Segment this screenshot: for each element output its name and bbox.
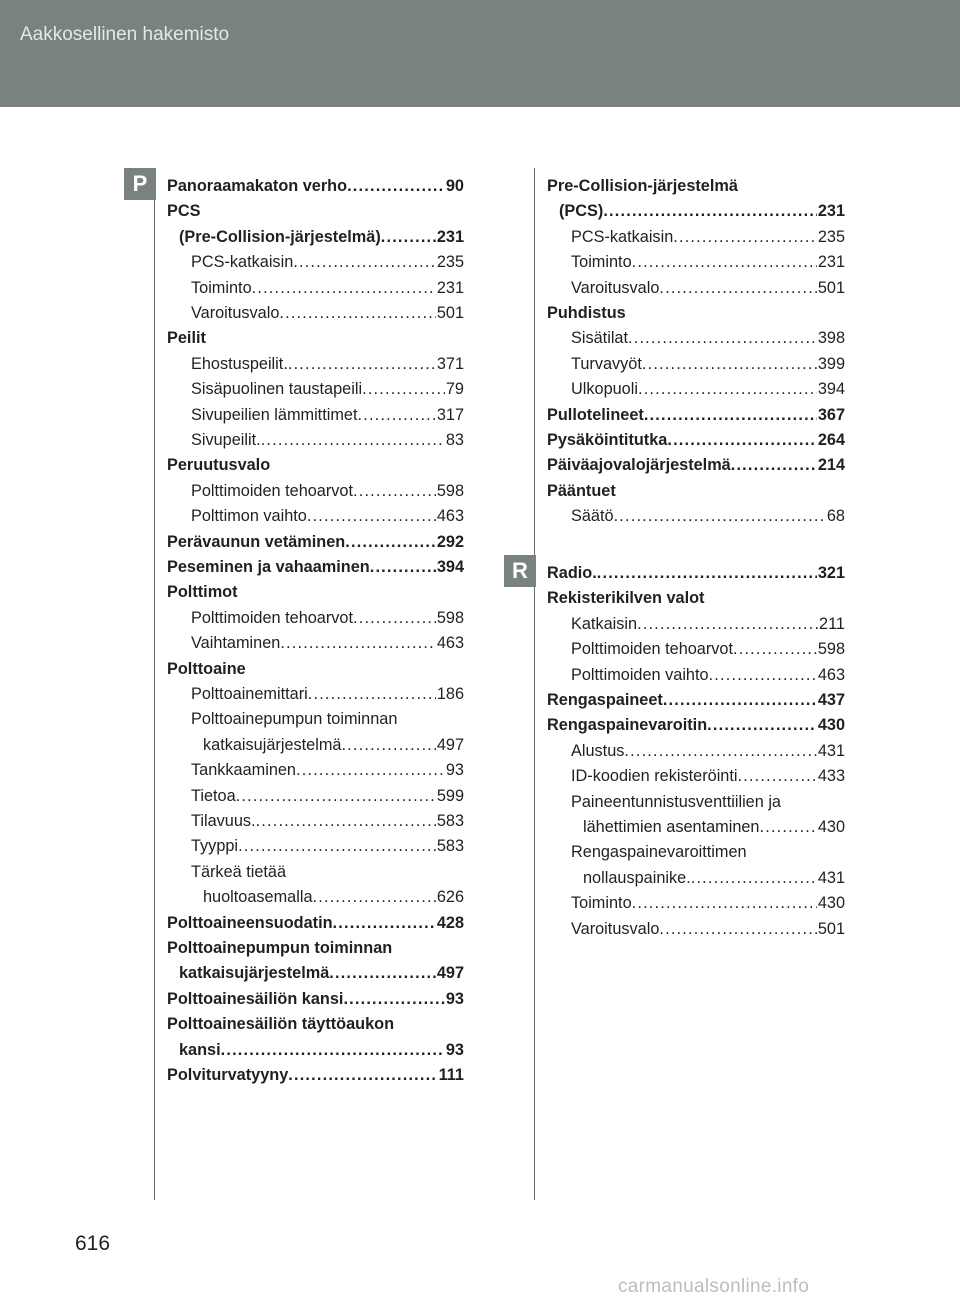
index-entry-page: 367: [817, 405, 845, 424]
index-entry: [571, 377, 845, 402]
index-entry-page: 93: [445, 761, 464, 780]
index-entry: [167, 911, 464, 936]
index-entry-text: Perävaunun vetäminen: [167, 532, 346, 551]
index-entry-text: Ulkopuoli: [571, 380, 638, 399]
index-entry: [191, 784, 464, 809]
index-entry: [167, 326, 464, 351]
index-entry-page: 231: [436, 227, 464, 246]
index-entry-text: lähettimien asentaminen: [583, 818, 760, 836]
dot-leader: [288, 1063, 437, 1088]
index-entry-text: Polttoainemittari: [191, 685, 308, 703]
index-entry-text: Rekisterikilven valot: [547, 589, 705, 608]
dot-leader: [709, 663, 817, 688]
index-entry-text: Polttoaine: [167, 659, 246, 678]
index-entry: [191, 403, 464, 428]
index-entry: [571, 790, 845, 815]
index-entry-page: 497: [436, 735, 464, 754]
dot-leader: [238, 834, 436, 859]
index-entry: [167, 199, 464, 224]
index-entry-text: Polviturvatyyny: [167, 1066, 289, 1084]
index-entry: [547, 301, 845, 326]
dot-leader: [221, 1038, 445, 1063]
index-entry: [547, 479, 845, 504]
index-entry: [571, 504, 845, 529]
dot-leader: [628, 326, 817, 351]
index-entry-text: Tilavuus.: [191, 812, 256, 830]
index-entry-page: 431: [817, 868, 845, 887]
dot-leader: [707, 713, 817, 738]
dot-leader: [644, 403, 817, 428]
index-entry-page: 186: [436, 685, 464, 703]
index-entry-page: 430: [817, 894, 845, 913]
index-entry-text: Sivupeilien lämmittimet: [191, 405, 358, 424]
dot-leader: [343, 987, 444, 1012]
index-entry-text: Polttoaineensuodatin: [167, 913, 333, 932]
index-entry-text: PCS: [167, 202, 201, 221]
index-entry: [547, 713, 845, 738]
dot-leader: [637, 612, 818, 637]
dot-leader: [738, 764, 817, 789]
index-entry-text: Polttoainesäiliön täyttöaukon: [167, 1015, 395, 1034]
index-entry: [583, 866, 845, 891]
index-entry: [191, 860, 464, 885]
index-entry: [179, 961, 464, 986]
index-entry-text: (Pre-Collision-järjestelmä): [179, 227, 381, 246]
index-entry: [571, 612, 845, 637]
index-entry-page: 231: [436, 278, 464, 297]
index-entry-page: 463: [817, 665, 845, 684]
index-entry: [571, 637, 845, 662]
index-entry: [559, 199, 845, 224]
index-entry-text: kansi: [179, 1040, 221, 1059]
index-entry: [167, 174, 464, 199]
dot-leader: [663, 688, 817, 713]
dot-leader: [614, 504, 826, 529]
index-entry: [547, 586, 845, 611]
index-entry: [167, 530, 464, 555]
index-entry-page: 235: [817, 227, 845, 246]
index-entry-page: 394: [436, 558, 464, 576]
index-entry-text: Peseminen ja vahaaminen: [167, 558, 370, 576]
index-entry-text: Rengaspainevaroittimen: [571, 843, 747, 862]
index-entry-page: 430: [817, 716, 845, 735]
index-entry-text: Alustus: [571, 741, 625, 760]
dot-leader: [642, 352, 817, 377]
index-entry-page: 214: [817, 456, 845, 475]
index-entry-page: 394: [817, 380, 845, 399]
index-entry: [191, 631, 464, 656]
index-entry-page: 583: [436, 812, 464, 830]
index-entry: [191, 834, 464, 859]
index-entry-text: Puhdistus: [547, 304, 626, 322]
section-letter-r: R: [504, 555, 536, 587]
index-entry-text: Sisäpuolinen taustapeili: [191, 380, 363, 399]
index-entry-text: Tankkaaminen: [191, 761, 296, 780]
index-entry-text: katkaisujärjestelmä: [179, 964, 330, 983]
page-header-title: Aakkosellinen hakemisto: [20, 24, 230, 45]
index-entry-text: Säätö: [571, 507, 614, 526]
index-entry-text: Rengaspainevaroitin: [547, 716, 708, 735]
dot-leader: [279, 301, 435, 326]
index-entry-text: Varoitusvalo: [571, 919, 660, 938]
index-entry-text: Pysäköintitutka: [547, 431, 668, 449]
dot-leader: [329, 961, 436, 986]
index-entry-text: Päiväajovalojärjestelmä: [547, 456, 731, 475]
index-entry-text: nollauspainike.: [583, 868, 691, 887]
dot-leader: [307, 504, 436, 529]
index-entry: [191, 428, 464, 453]
index-entry-text: Polttimoiden tehoarvot: [191, 481, 354, 500]
dot-leader: [597, 561, 817, 586]
index-entry: [191, 758, 464, 783]
index-entry-text: Polttimon vaihto: [191, 507, 307, 526]
index-entry: [191, 301, 464, 326]
index-entry-text: Toiminto: [571, 894, 632, 913]
index-entry: [571, 225, 845, 250]
index-entry-page: 501: [817, 278, 845, 297]
index-entry-text: Vaihtaminen: [191, 634, 281, 653]
index-entry-text: Pullotelineet: [547, 405, 644, 424]
index-entry: [179, 1038, 464, 1063]
index-entry-text: Paineentunnistusventtiilien ja: [571, 792, 781, 811]
index-entry-page: 501: [817, 919, 845, 938]
index-entry-text: Polttimoiden tehoarvot: [191, 608, 354, 627]
index-entry-text: Tyyppi: [191, 837, 239, 856]
index-entry: [167, 1012, 464, 1037]
index-entry-text: huoltoasemalla: [203, 888, 313, 907]
index-entry: [571, 739, 845, 764]
index-entry-text: Tärkeä tietää: [191, 862, 287, 881]
dot-leader: [353, 606, 436, 631]
index-entry: [191, 479, 464, 504]
page-number: 616: [75, 1232, 111, 1255]
dot-leader: [296, 758, 445, 783]
index-entry-text: Polttoainepumpun toiminnan: [191, 710, 398, 729]
index-entry: [191, 352, 464, 377]
section-letter-p: P: [124, 168, 156, 200]
index-entry-text: Polttimoiden tehoarvot: [571, 640, 734, 659]
index-entry-text: (PCS): [559, 202, 604, 221]
index-entry: [191, 276, 464, 301]
index-entry: [571, 326, 845, 351]
dot-leader: [733, 637, 817, 662]
index-entry: [583, 815, 845, 840]
index-entry: [167, 657, 464, 682]
index-entry-text: PCS-katkaisin: [571, 227, 674, 246]
index-entry-page: 437: [817, 691, 845, 709]
index-entry-page: 292: [436, 532, 464, 551]
index-entry: [191, 377, 464, 402]
dot-leader: [673, 225, 817, 250]
index-entry-page: 235: [436, 253, 464, 272]
dot-leader: [362, 377, 445, 402]
index-entry-page: 321: [817, 564, 845, 582]
dot-leader: [358, 403, 436, 428]
index-entry-text: Rengaspaineet: [547, 691, 663, 709]
dot-leader: [638, 377, 817, 402]
index-entry-page: 211: [819, 614, 845, 633]
index-entry-text: Pääntuet: [547, 481, 616, 500]
index-entry-page: 583: [436, 837, 464, 856]
index-entry-page: 68: [826, 507, 845, 526]
index-entry-page: 93: [445, 989, 464, 1008]
dot-leader: [261, 428, 445, 453]
dot-leader: [293, 250, 436, 275]
index-entry-text: Polttimot: [167, 583, 238, 602]
index-entry-text: Pre-Collision-järjestelmä: [547, 177, 738, 195]
index-entry-page: 83: [445, 431, 464, 449]
index-entry-page: 93: [445, 1040, 464, 1059]
index-entry-page: 599: [436, 786, 464, 805]
index-entry-text: Polttoainepumpun toiminnan: [167, 939, 393, 957]
index-entry-page: 317: [436, 405, 464, 424]
dot-leader: [256, 809, 436, 834]
index-entry-page: 111: [438, 1066, 464, 1084]
index-entry: [179, 225, 464, 250]
index-entry-text: Turvavyöt: [571, 354, 642, 373]
dot-leader: [632, 891, 817, 916]
index-entry-page: 79: [445, 380, 464, 399]
index-entry: [571, 891, 845, 916]
index-entry-text: katkaisujärjestelmä: [203, 735, 342, 754]
dot-leader: [345, 530, 436, 555]
index-entry: [571, 663, 845, 688]
index-entry-page: 431: [817, 741, 845, 760]
index-entry-page: 598: [436, 481, 464, 500]
dot-leader: [370, 555, 436, 580]
index-entry-page: 430: [817, 818, 845, 836]
index-entry-page: 90: [445, 177, 464, 195]
index-entry-text: Peruutusvalo: [167, 456, 271, 475]
index-entry-page: 371: [436, 354, 464, 373]
index-entry-text: Katkaisin: [571, 614, 638, 633]
index-entry: [191, 250, 464, 275]
index-entry-page: 497: [436, 964, 464, 983]
index-entry: [167, 580, 464, 605]
dot-leader: [353, 479, 436, 504]
dot-leader: [333, 911, 436, 936]
index-entry-page: 428: [436, 913, 464, 932]
index-entry-page: 398: [817, 329, 845, 348]
left-margin-rule: [154, 168, 155, 1200]
index-entry: [547, 174, 845, 199]
index-entry: [167, 1063, 464, 1088]
index-entry-page: 231: [817, 202, 845, 221]
index-entry: [167, 987, 464, 1012]
dot-leader: [667, 428, 816, 453]
index-entry: [191, 682, 464, 707]
index-entry-text: Radio.: [547, 564, 597, 582]
index-entry-text: Peilit: [167, 329, 206, 348]
index-entry: [547, 453, 845, 478]
dot-leader: [252, 276, 436, 301]
dot-leader: [632, 250, 817, 275]
index-entry-page: 598: [817, 640, 845, 659]
watermark: carmanualsonline.info: [618, 1276, 810, 1297]
index-entry: [191, 606, 464, 631]
index-entry: [571, 276, 845, 301]
index-entry-page: 626: [436, 888, 464, 907]
index-entry-text: Sisätilat: [571, 329, 629, 348]
index-entry-page: 264: [817, 431, 845, 449]
dot-leader: [341, 733, 435, 758]
index-entry-page: 463: [436, 634, 464, 653]
index-entry-page: 231: [817, 253, 845, 272]
dot-leader: [347, 174, 445, 199]
dot-leader: [308, 682, 436, 707]
dot-leader: [659, 276, 816, 301]
index-entry-page: 501: [436, 304, 464, 322]
index-entry: [167, 555, 464, 580]
index-entry-page: 598: [436, 608, 464, 627]
index-entry-text: Toiminto: [191, 278, 252, 297]
index-entry: [571, 250, 845, 275]
index-entry: [547, 428, 845, 453]
index-entry-text: ID-koodien rekisteröinti: [571, 767, 738, 786]
index-entry: [191, 707, 464, 732]
index-entry: [191, 504, 464, 529]
index-entry-text: Polttoainesäiliön kansi: [167, 989, 344, 1008]
index-entry-page: 433: [817, 767, 845, 786]
dot-leader: [731, 453, 817, 478]
index-entry-page: 399: [817, 354, 845, 373]
dot-leader: [659, 917, 816, 942]
index-entry-text: Panoraamakaton verho: [167, 177, 348, 195]
index-entry: [203, 885, 464, 910]
index-entry: [203, 733, 464, 758]
index-entry-text: Toiminto: [571, 253, 632, 272]
dot-leader: [313, 885, 436, 910]
index-entry-text: Polttimoiden vaihto: [571, 665, 709, 684]
dot-leader: [280, 631, 436, 656]
index-entry-text: Tietoa: [191, 786, 236, 805]
index-entry: [547, 561, 845, 586]
dot-leader: [236, 784, 436, 809]
column-divider-rule: [534, 168, 535, 1200]
header-bar: [0, 0, 960, 107]
index-entry: [547, 688, 845, 713]
index-entry-text: Varoitusvalo: [191, 304, 280, 322]
dot-leader: [381, 225, 436, 250]
index-entry: [167, 936, 464, 961]
index-entry: [167, 453, 464, 478]
dot-leader: [691, 866, 817, 891]
index-entry: [547, 403, 845, 428]
index-entry: [571, 352, 845, 377]
index-entry: [571, 840, 845, 865]
dot-leader: [603, 199, 817, 224]
dot-leader: [288, 352, 436, 377]
index-entry: [571, 764, 845, 789]
index-entry: [191, 809, 464, 834]
index-entry-text: PCS-katkaisin: [191, 253, 294, 272]
index-entry-text: Sivupeilit.: [191, 431, 261, 449]
index-entry-text: Ehostuspeilit.: [191, 354, 288, 373]
index-entry-text: Varoitusvalo: [571, 278, 660, 297]
dot-leader: [624, 739, 816, 764]
dot-leader: [760, 815, 817, 840]
index-entry-page: 463: [436, 507, 464, 526]
index-entry: [571, 917, 845, 942]
